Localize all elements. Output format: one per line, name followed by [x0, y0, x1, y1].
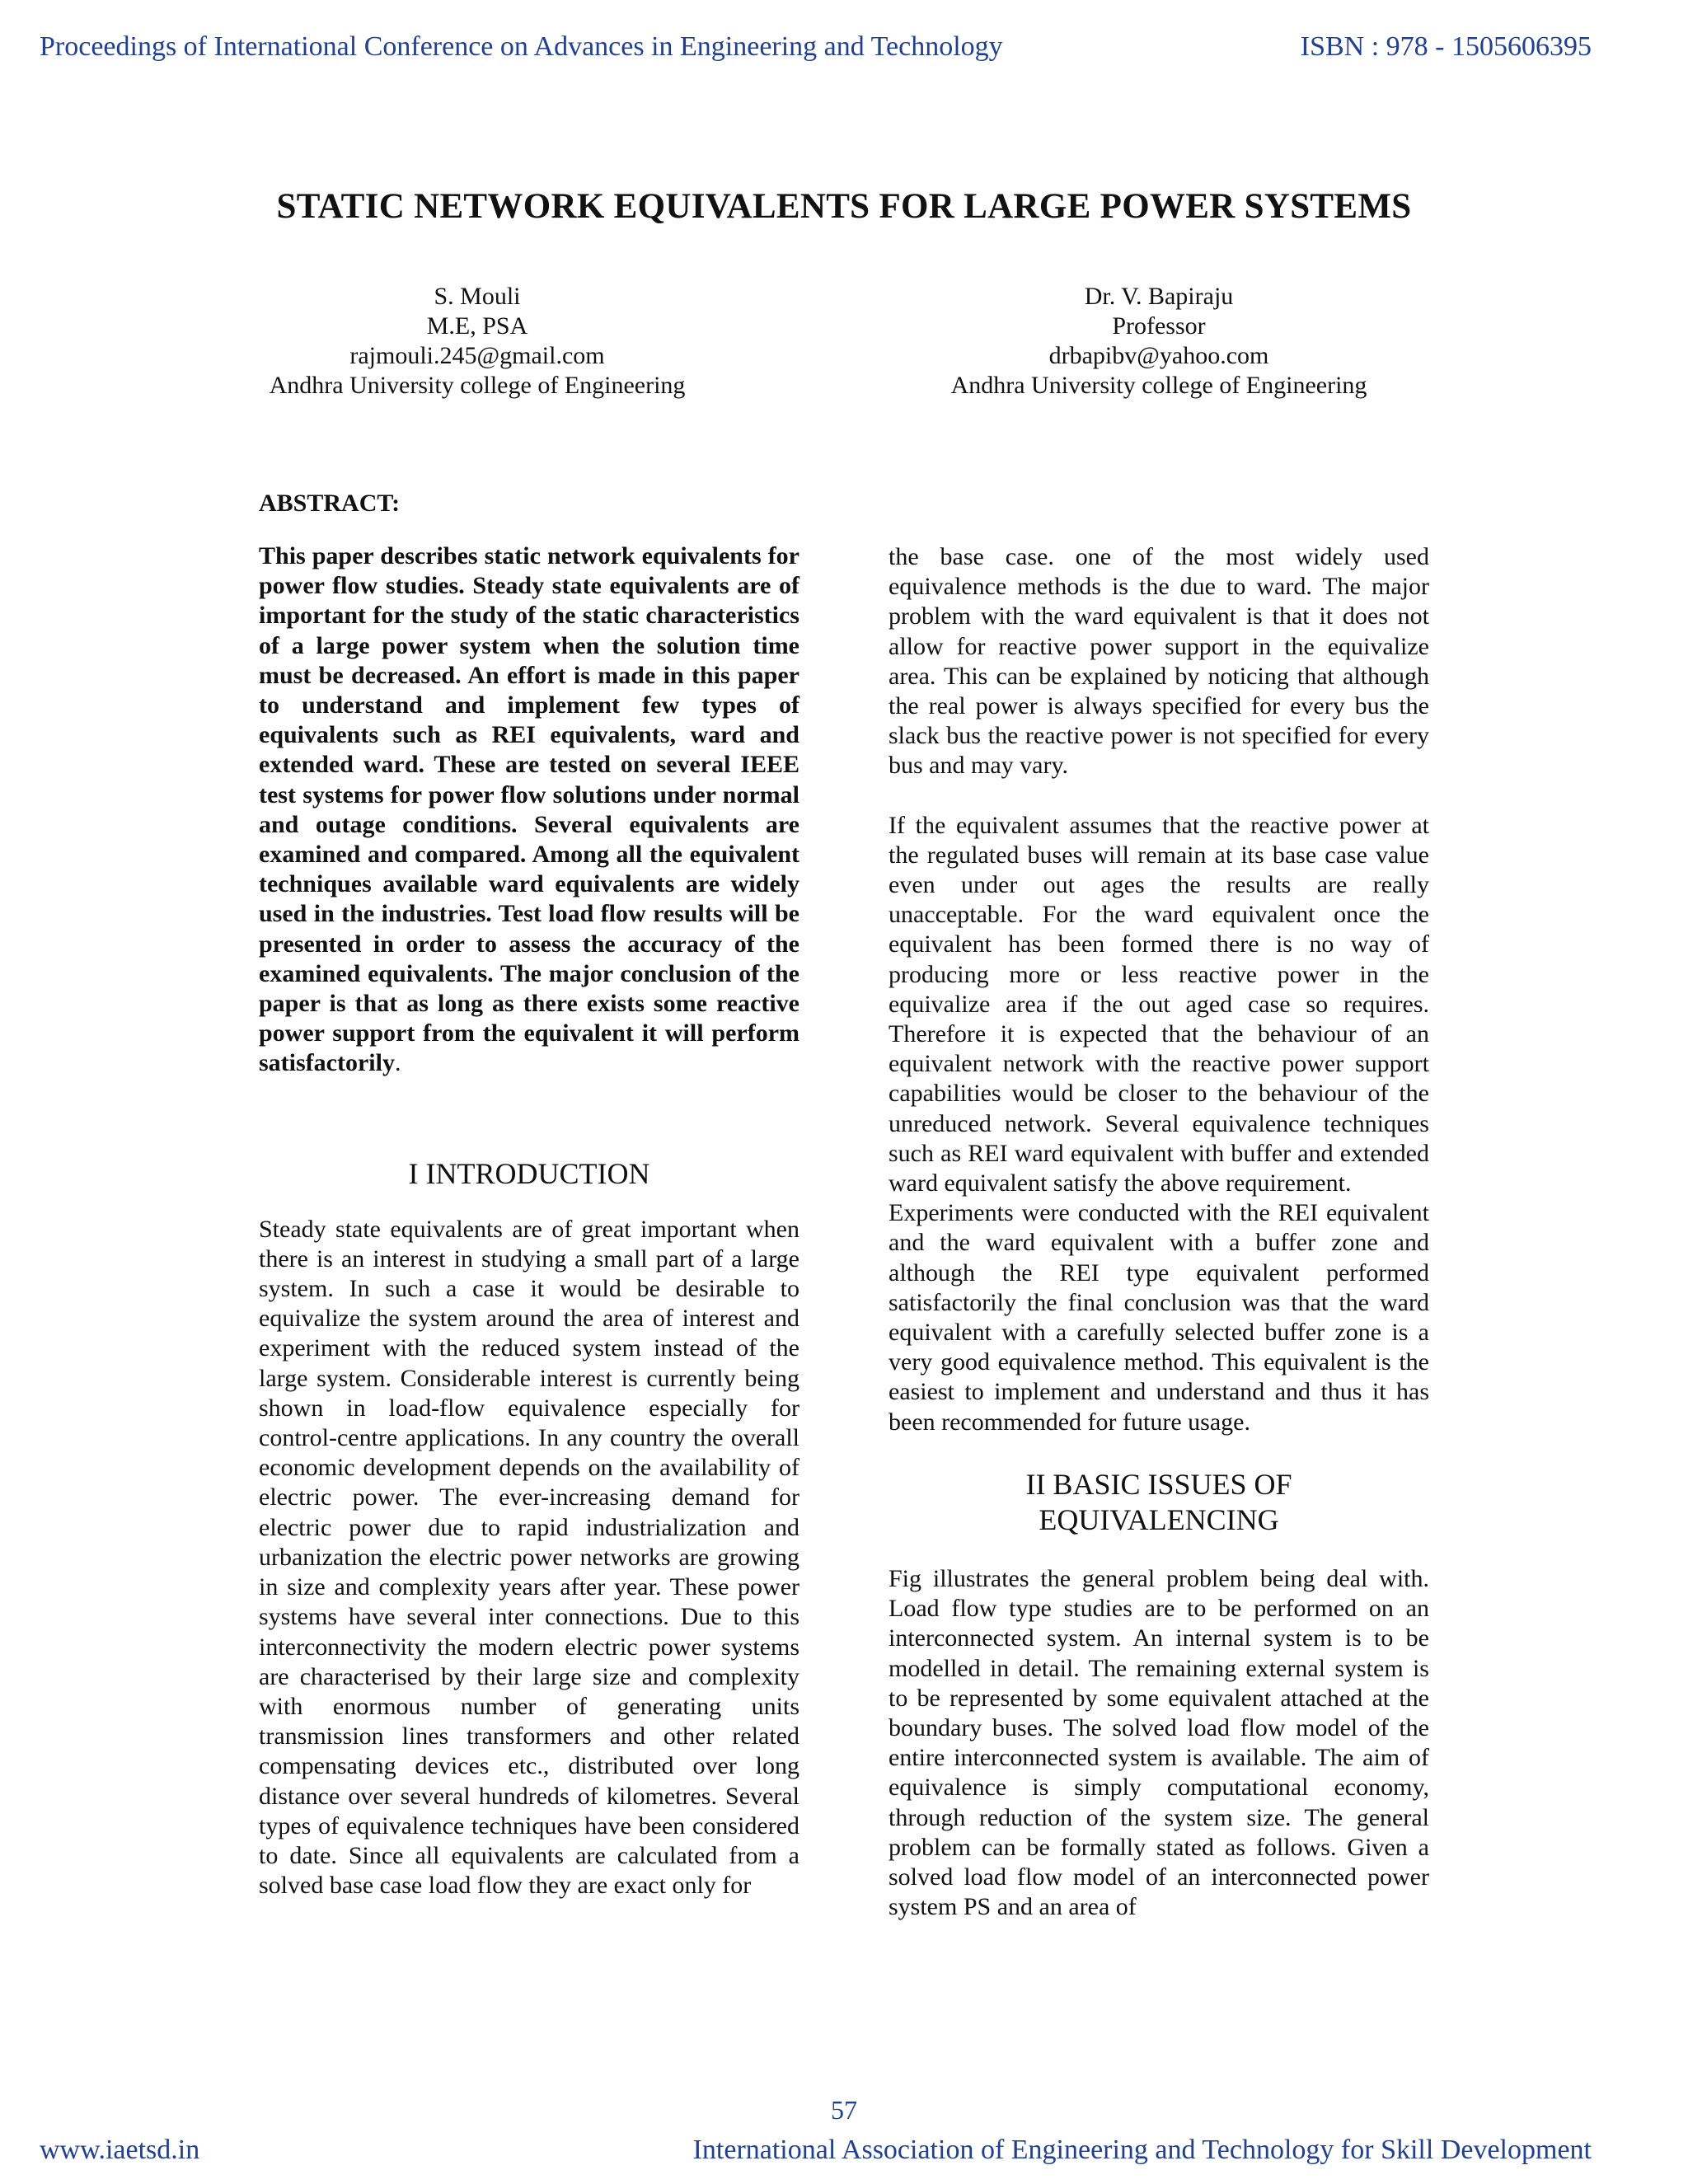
author-affiliation: Andhra University college of Engineering: [269, 372, 686, 399]
abstract-text: [259, 541, 799, 1079]
author-role: M.E, PSA: [426, 312, 528, 340]
right-column: [889, 542, 1429, 1922]
author-name: S. Mouli: [434, 283, 521, 310]
author-email: rajmouli.245@gmail.com: [349, 342, 605, 369]
author-block-1: [189, 282, 766, 401]
intro-paragraph-2: the base case. one of the most widely used equivalence methods is the due to ward. The major problem with the ward equivalent is that it does not allow for reactive power support in the equivalize area. This can be explained by noticing that although the real power is always specified for every bus the slack bus the reactive power is not specified for every bus and may vary.: [889, 543, 1429, 780]
left-column: [259, 489, 799, 1900]
author-role: Professor: [1112, 312, 1206, 340]
running-header-isbn: ISBN : 978 - 1505606395: [1300, 31, 1592, 62]
page-number: 57: [831, 2095, 857, 2125]
footer-website-link[interactable]: www.iaetsd.in: [40, 2135, 200, 2165]
running-header-left: Proceedings of International Conference on Advances in Engineering and Technology: [40, 31, 1003, 62]
author-email: drbapibv@yahoo.com: [1048, 342, 1269, 369]
section-heading-introduction: I INTRODUCTION: [408, 1156, 650, 1190]
abstract-end-period: .: [394, 1049, 401, 1077]
author-name: Dr. V. Bapiraju: [1084, 283, 1234, 310]
author-affiliation: Andhra University college of Engineering: [950, 372, 1367, 399]
intro-paragraph-1: Steady state equivalents are of great important when there is an interest in studying a small part of a large system. In such a case it would be desirable to equivalize the system around the area of interest and experiment with the reduced system instead of the large system. Considerable interest is currently being shown in load-flow equivalence especially for control-centre applications. In any country the overall economic development depends on the availability of electric power. The ever-increasing demand for electric power due to rapid industrialization and urbanization the electric power networks are growing in size and complexity years after year. These power systems have several inter connections. Due to this interconnectivity the modern electric power systems are characterised by their large size and complexity with enormous number of generating units transmission lines transformers and other related compensating devices etc., distributed over long distance over several hundreds of kilometres. Several types of equivalence techniques have been considered to date. Since all equivalents are calculated from a solved base case load flow they are exact only for: [259, 1215, 799, 1900]
heading-line: EQUIVALENCING: [1039, 1502, 1279, 1536]
intro-paragraph-3: If the equivalent assumes that the reactive power at the regulated buses will remain at its base case value even under out ages the results are really unacceptable. For the ward equivalent once the equivalent has been formed there is no way of producing more or less reactive power in the equivalize area if the out aged case so requires. Therefore it is expected that the behaviour of an equivalent network with the reactive power support capabilities would be closer to the behaviour of the unreduced network. Several equivalence techniques such as REI ward equivalent with buffer and extended ward equivalent satisfy the above requirement.: [889, 811, 1429, 1197]
abstract-body: This paper describes static network equivalents for power flow studies. Steady state equivalents are of important for the study of the static characteristics of a large power system when the solution time must be decreased. An effort is made in this paper to understand and implement few types of equivalents such as REI equivalents, ward and extended ward. These are tested on several IEEE test systems for power flow solutions under normal and outage conditions. Several equivalents are examined and compared. Among all the equivalent techniques available ward equivalents are widely used in the industries. Test load flow results will be presented in order to assess the accuracy of the examined equivalents. The major conclusion of the paper is that as long as there exists some reactive power support from the equivalent it will perform satisfactorily: [259, 542, 799, 1077]
author-block-2: [870, 282, 1447, 401]
paper-title: STATIC NETWORK EQUIVALENTS FOR LARGE POWER SYSTEMS: [276, 187, 1412, 226]
intro-paragraph-4: Experiments were conducted with the REI equivalent and the ward equivalent with a buffer zone and although the REI type equivalent performed satisfactorily the final conclusion was that the ward equivalent with a carefully selected buffer zone is a very good equivalence method. This equivalent is the easiest to implement and understand and thus it has been recommended for future usage.: [889, 1199, 1429, 1436]
heading-line: II BASIC ISSUES OF: [1025, 1467, 1292, 1501]
footer-organization: International Association of Engineering and Technology for Skill Development: [692, 2135, 1592, 2165]
section-heading-basic-issues: [889, 1467, 1429, 1538]
abstract-heading: ABSTRACT:: [259, 490, 401, 517]
basic-issues-paragraph-1: Fig illustrates the general problem being deal with. Load flow type studies are to be performed on an interconnected system. An internal system is to be modelled in detail. The remaining external system is to be represented by some equivalent attached at the boundary buses. The solved load flow model of the entire interconnected system is available. The aim of equivalence is simply computational economy, through reduction of the system size. The general problem can be formally stated as follows. Given a solved load flow model of an interconnected power system PS and an area of: [889, 1564, 1429, 1921]
